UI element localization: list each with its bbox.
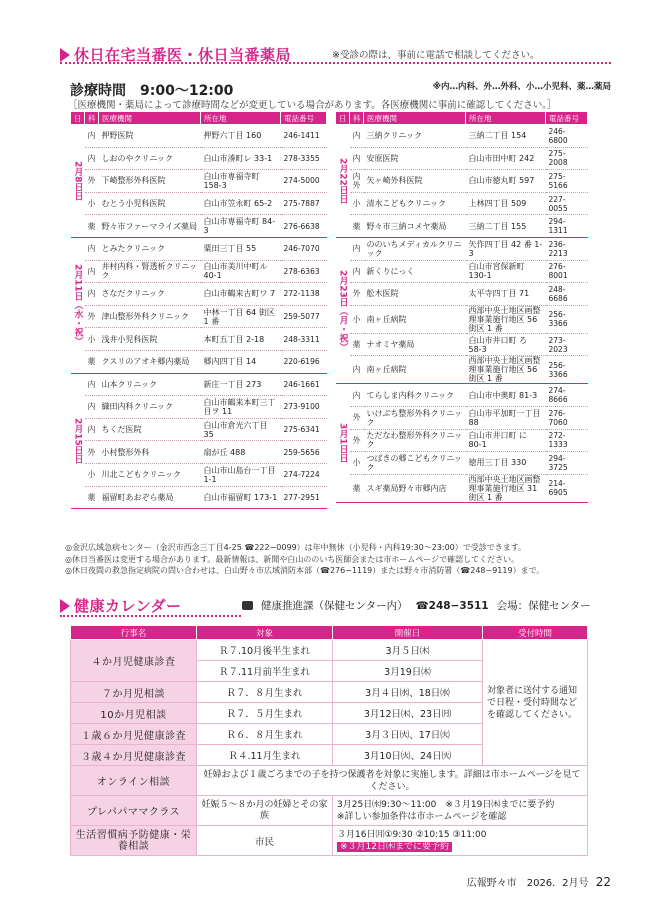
facility-address: 本町五丁目 2-18 [201, 328, 281, 351]
event-target: Ｒ７.11月前半生まれ [197, 661, 333, 682]
schedule-row [336, 125, 588, 148]
reception-note: 対象者に送付する通知で日程・受付時間などを確認してください。 [483, 640, 588, 766]
health-calendar-table [70, 625, 588, 856]
col-header: 電話番号 [546, 112, 588, 125]
facility-phone: 248-3311 [281, 328, 327, 351]
reservation-alert: ※３月12日㈭までに要予約 [337, 842, 452, 852]
facility-name: 安原医院 [364, 147, 466, 170]
event-name: 10か月児相談 [71, 703, 197, 724]
facility-name: 川北こどもクリニック [99, 463, 201, 486]
dept-legend: ※内…内科、外…外科、小…小児科、薬…薬局 [432, 82, 611, 92]
facility-dept: 内外 [350, 170, 364, 193]
event-date-line: 3月25日㈬9:30〜11:00 ※３月19日㈭までに要予約 [337, 799, 555, 810]
schedule-row [336, 384, 588, 407]
event-date [333, 796, 588, 826]
facility-dept: 薬 [350, 333, 364, 356]
section-title-health: 健康カレンダー [60, 595, 182, 616]
facility-phone: 276-6638 [281, 215, 327, 238]
facility-address: 白山市平加町一丁目 88 [466, 406, 546, 429]
phone-icon [242, 601, 253, 610]
schedule-row [336, 283, 588, 306]
schedule-row [336, 170, 588, 193]
event-target: Ｒ７．８月生まれ [197, 682, 333, 703]
schedule-date: 2月15日日 [71, 373, 85, 509]
schedule-date: 2月8日日 [71, 125, 85, 238]
facility-dept: 内 [350, 260, 364, 283]
page-footer [467, 874, 611, 889]
facility-phone: 274-5000 [281, 170, 327, 193]
facility-name: ののいちメディカルクリニック [364, 237, 466, 260]
facility-dept: 外 [85, 305, 99, 328]
facility-name: 舩木医院 [364, 283, 466, 306]
schedule-date: 3月1日日 [336, 384, 350, 502]
facility-phone: 272-1138 [281, 283, 327, 306]
facility-phone: 275-6341 [281, 418, 327, 441]
facility-address: 白山市湊町レ 33-1 [201, 147, 281, 170]
facility-name: スギ薬局野々市郷内店 [364, 474, 466, 502]
facility-phone: 246-7070 [281, 237, 327, 260]
col-header: 所在地 [466, 112, 546, 125]
facility-name: ナオミヤ薬局 [364, 333, 466, 356]
schedule-row [71, 283, 327, 306]
facility-name: 織田内科クリニック [99, 396, 201, 419]
facility-phone: 294-1311 [546, 215, 588, 238]
facility-dept: 小 [350, 452, 364, 475]
facility-phone: 275-2008 [546, 147, 588, 170]
facility-name: 矢ヶ崎外科医院 [364, 170, 466, 193]
col-header: 医療機関 [364, 112, 466, 125]
event-target: Ｒ６．８月生まれ [197, 724, 333, 745]
facility-address: 白山市井口町 に 80-1 [466, 429, 546, 452]
facility-dept: 内 [85, 260, 99, 283]
schedule-row [71, 350, 327, 373]
facility-address: 太平寺四丁目 71 [466, 283, 546, 306]
schedule-row [71, 305, 327, 328]
schedule-row [336, 356, 588, 384]
facility-dept: 内 [350, 356, 364, 384]
facility-address: 徳用三丁目 330 [466, 452, 546, 475]
facility-dept: 薬 [85, 350, 99, 373]
facility-phone: 246-1661 [281, 373, 327, 396]
schedule-row [71, 396, 327, 419]
facility-dept: 内 [85, 147, 99, 170]
event-date: 3月19日㈭ [333, 661, 483, 682]
facility-phone: 278-3355 [281, 147, 327, 170]
schedule-row [336, 452, 588, 475]
facility-dept: 薬 [350, 215, 364, 238]
facility-name: さなだクリニック [99, 283, 201, 306]
facility-name: 津山整形外科クリニック [99, 305, 201, 328]
facility-dept: 薬 [85, 486, 99, 509]
schedule-row [336, 237, 588, 260]
facility-name: 野々市ファーマライズ薬局 [99, 215, 201, 238]
facility-phone: 248-6686 [546, 283, 588, 306]
facility-address: 白山市専福寺町 158-3 [201, 170, 281, 193]
section-title-holiday: 休日在宅当番医・休日当番薬局 [60, 44, 291, 65]
facility-phone: 276-8001 [546, 260, 588, 283]
contact-dept: 健康推進課（保健センター内） [261, 600, 408, 612]
facility-name: 清水こどもクリニック [364, 192, 466, 215]
facility-phone: 256-3366 [546, 305, 588, 333]
event-target: Ｒ７.10月後半生まれ [197, 640, 333, 661]
facility-phone: 274-7224 [281, 463, 327, 486]
facility-address: 白山市専福寺町 84-3 [201, 215, 281, 238]
divider [60, 62, 611, 64]
facility-dept: 外 [85, 170, 99, 193]
facility-address: 白山市鶴来古町ワ 7 [201, 283, 281, 306]
facility-name: 野々市三納コメヤ薬局 [364, 215, 466, 238]
col-header: 電話番号 [281, 112, 327, 125]
facility-address: 白山市井口町 ろ 58-3 [466, 333, 546, 356]
facility-phone: 275-5166 [546, 170, 588, 193]
facility-name: 下崎整形外科医院 [99, 170, 201, 193]
facility-dept: 小 [350, 305, 364, 333]
facility-phone: 277-2951 [281, 486, 327, 509]
facility-phone: 246-1411 [281, 125, 327, 148]
schedule-row [336, 260, 588, 283]
facility-address: 押野六丁目 160 [201, 125, 281, 148]
facility-phone: 236-2213 [546, 237, 588, 260]
triangle-icon [60, 48, 70, 62]
facility-name: クスリのアオキ郷内薬局 [99, 350, 201, 373]
hours-heading: 診療時間 9:00〜12:00 [70, 83, 234, 99]
facility-phone: 259-5077 [281, 305, 327, 328]
event-date: 3月３日㈫、17日㈫ [333, 724, 483, 745]
facility-dept: 小 [85, 328, 99, 351]
facility-address: 粟田三丁目 55 [201, 237, 281, 260]
schedule-table-right [335, 111, 588, 503]
facility-phone: 256-3366 [546, 356, 588, 384]
facility-name: 南ヶ丘病院 [364, 356, 466, 384]
schedule-row [71, 215, 327, 238]
facility-name: とみたクリニック [99, 237, 201, 260]
footnotes [65, 542, 544, 577]
facility-phone: 278-6363 [281, 260, 327, 283]
facility-address: 上林四丁目 509 [466, 192, 546, 215]
facility-name: ただなわ整形外科クリニック [364, 429, 466, 452]
facility-dept: 内 [85, 373, 99, 396]
event-date: 3月５日㈭ [333, 640, 483, 661]
schedule-date: 2月22日日 [336, 125, 350, 238]
consult-note: ※受診の際は、事前に電話で相談してください。 [332, 50, 540, 61]
footnote: ◎休日当番医は変更する場合があります。最新情報は、新聞や白山ののいち医師会または市ホームページで確認してください。 [65, 554, 520, 564]
schedule-row [71, 170, 327, 193]
publication-name: 広報野々市 2026．2月号 [466, 878, 589, 889]
facility-name: 新くりにっく [364, 260, 466, 283]
schedule-row [71, 125, 327, 148]
page-number: 22 [595, 875, 611, 889]
schedule-row [71, 328, 327, 351]
facility-phone: 259-5656 [281, 441, 327, 464]
contact-tel: ☎248−3511 [415, 599, 489, 612]
col-header: 対象 [197, 626, 333, 640]
event-name: ３歳４か月児健康診査 [71, 745, 197, 766]
facility-phone: 274-8666 [546, 384, 588, 407]
hours-subnote: ［医療機関・薬局によって診療時間などが変更している場合があります。各医療機関に事前に確認してください。］ [68, 100, 557, 111]
facility-name: いけぶち整形外科クリニック [364, 406, 466, 429]
col-header: 所在地 [201, 112, 281, 125]
event-target: 妊娠５〜８か月の妊婦とその家族 [197, 796, 333, 826]
facility-dept: 内 [85, 283, 99, 306]
facility-phone: 273-2023 [546, 333, 588, 356]
facility-address: 新庄一丁目 273 [201, 373, 281, 396]
event-date-line: ３月16日㈪①9:30 ②10:15 ③11:00 [337, 829, 487, 840]
facility-name: 福留町あおぞら薬局 [99, 486, 201, 509]
col-header: 開催日 [333, 626, 483, 640]
event-name: ４か月児健康診査 [71, 640, 197, 682]
facility-dept: 内 [350, 384, 364, 407]
schedule-row [71, 192, 327, 215]
facility-dept: 薬 [85, 215, 99, 238]
facility-dept: 内 [85, 237, 99, 260]
facility-dept: 内 [85, 418, 99, 441]
footnote: ◎休日夜間の救急指定病院の問い合わせは、白山野々市広域消防本部（☎276−1119）または野々市消防署（☎248−9119）まで。 [65, 566, 545, 575]
event-name: １歳６か月児健康診査 [71, 724, 197, 745]
facility-address: 西部中央土地区画整理事業施行地区 56 街区 1 番 [466, 356, 546, 384]
schedule-row [336, 147, 588, 170]
facility-address: 中林一丁目 64 街区 1 番 [201, 305, 281, 328]
schedule-date: 2月11日（水・祝） [71, 237, 85, 373]
schedule-row [71, 441, 327, 464]
schedule-row [336, 333, 588, 356]
schedule-row [71, 373, 327, 396]
facility-address: 白山市中奥町 81-3 [466, 384, 546, 407]
facility-dept: 内 [350, 237, 364, 260]
schedule-table-left [70, 111, 327, 509]
schedule-row [336, 406, 588, 429]
col-header: 科 [350, 112, 364, 125]
facility-name: てらしま内科クリニック [364, 384, 466, 407]
facility-dept: 薬 [350, 474, 364, 502]
facility-name: ちくだ医院 [99, 418, 201, 441]
facility-dept: 小 [85, 192, 99, 215]
facility-dept: 小 [350, 192, 364, 215]
facility-address: 矢作四丁目 42 番 1-3 [466, 237, 546, 260]
facility-dept: 外 [85, 441, 99, 464]
facility-address: 白山市福留町 173-1 [201, 486, 281, 509]
divider [60, 615, 241, 617]
facility-dept: 小 [85, 463, 99, 486]
schedule-row [336, 305, 588, 333]
facility-dept: 内 [85, 125, 99, 148]
facility-name: むとう小児科医院 [99, 192, 201, 215]
facility-phone: 214-6905 [546, 474, 588, 502]
event-date: 3月10日㈫、24日㈫ [333, 745, 483, 766]
schedule-row [71, 418, 327, 441]
facility-address: 白山市徳丸町 597 [466, 170, 546, 193]
facility-name: 南ヶ丘病院 [364, 305, 466, 333]
event-name: オンライン相談 [71, 766, 197, 796]
facility-address: 白山市宮保新町 130-1 [466, 260, 546, 283]
facility-name: しおのやクリニック [99, 147, 201, 170]
facility-phone: 275-7887 [281, 192, 327, 215]
schedule-row [71, 486, 327, 509]
facility-name: 押野医院 [99, 125, 201, 148]
facility-address: 西部中央土地区画整理事業施行地区 31 街区 1 番 [466, 474, 546, 502]
facility-name: つばきの郷こどもクリニック [364, 452, 466, 475]
facility-address: 西部中央土地区画整理事業施行地区 56 街区 1 番 [466, 305, 546, 333]
facility-address: 白山市山島台一丁目 1-1 [201, 463, 281, 486]
facility-address: 扇が丘 488 [201, 441, 281, 464]
facility-address: 白山市田中町 242 [466, 147, 546, 170]
schedule-row [336, 215, 588, 238]
event-date: 3月４日㈬、18日㈬ [333, 682, 483, 703]
schedule-row [336, 429, 588, 452]
facility-name: 三納クリニック [364, 125, 466, 148]
facility-phone: 294-3725 [546, 452, 588, 475]
triangle-icon [60, 599, 70, 613]
col-header: 日 [336, 112, 350, 125]
facility-name: 小村整形外科 [99, 441, 201, 464]
event-date: 3月12日㈭、23日㈪ [333, 703, 483, 724]
facility-phone: 272-1333 [546, 429, 588, 452]
facility-dept: 内 [350, 147, 364, 170]
event-date-note: ※詳しい参加条件は市ホームページを確認 [337, 811, 507, 822]
facility-name: 山本クリニック [99, 373, 201, 396]
event-name: プレパパママクラス [71, 796, 197, 826]
schedule-row [336, 474, 588, 502]
facility-dept: 内 [85, 396, 99, 419]
facility-dept: 内 [350, 125, 364, 148]
event-date [333, 826, 588, 856]
facility-phone: 276-7060 [546, 406, 588, 429]
facility-dept: 外 [350, 406, 364, 429]
event-name: ７か月児相談 [71, 682, 197, 703]
facility-phone: 273-9100 [281, 396, 327, 419]
footnote: ◎金沢広域急病センター（金沢市西念三丁目4-25 ☎222−0099）は年中無休（小児科・内科19:30〜23:00）で受診できます。 [65, 543, 527, 552]
venue: 会場：保健センター [496, 600, 591, 612]
facility-dept: 外 [350, 283, 364, 306]
schedule-row [71, 237, 327, 260]
facility-address: 三納二丁目 154 [466, 125, 546, 148]
schedule-row [336, 192, 588, 215]
contact-line [242, 598, 591, 613]
facility-address: 白山市倉光六丁目 35 [201, 418, 281, 441]
col-header: 行事名 [71, 626, 197, 640]
facility-phone: 220-6196 [281, 350, 327, 373]
schedule-row [71, 260, 327, 283]
facility-address: 白山市笠永町 65-2 [201, 192, 281, 215]
col-header: 日 [71, 112, 85, 125]
col-header: 受付時間 [483, 626, 588, 640]
facility-address: 郷内四丁目 14 [201, 350, 281, 373]
col-header: 科 [85, 112, 99, 125]
event-target: 市民 [197, 826, 333, 856]
facility-address: 白山市鶴来本町三丁目ヲ 11 [201, 396, 281, 419]
facility-phone: 246-6800 [546, 125, 588, 148]
facility-name: 井村内科・腎透析クリニック [99, 260, 201, 283]
schedule-row [71, 463, 327, 486]
facility-address: 三納二丁目 155 [466, 215, 546, 238]
event-name: 生活習慣病予防健康・栄養相談 [71, 826, 197, 856]
event-target: Ｒ４.11月生まれ [197, 745, 333, 766]
schedule-date: 2月23日（月・祝） [336, 237, 350, 383]
facility-dept: 外 [350, 429, 364, 452]
facility-name: 浅井小児科医院 [99, 328, 201, 351]
event-target: Ｒ７．５月生まれ [197, 703, 333, 724]
event-description: 妊婦および１歳ごろまでの子を持つ保護者を対象に実施します。詳細は市ホームページを見てください。 [197, 766, 588, 796]
col-header: 医療機関 [99, 112, 201, 125]
facility-phone: 227-0055 [546, 192, 588, 215]
schedule-row [71, 147, 327, 170]
facility-address: 白山市美川中町ル 40-1 [201, 260, 281, 283]
